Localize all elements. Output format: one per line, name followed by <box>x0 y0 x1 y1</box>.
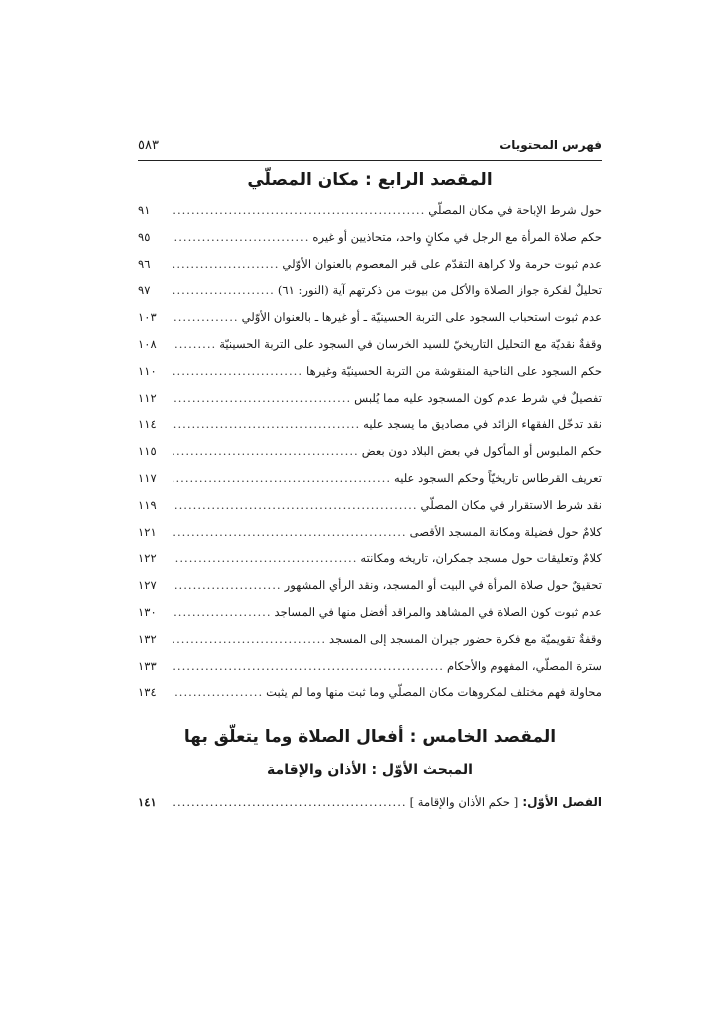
toc-entry-title: تعريف القرطاس تاريخيّاً وحكم السجود عليه <box>394 470 602 485</box>
toc-entry[interactable] <box>138 277 602 304</box>
toc-entry[interactable] <box>138 653 602 680</box>
toc-entry-title: كلامٌ حول فضيلة ومكانة المسجد الأقصى <box>409 524 602 539</box>
toc-entry[interactable] <box>138 224 602 251</box>
toc-entry[interactable] <box>138 626 602 653</box>
toc-entry-page: ١١٥ <box>138 444 157 459</box>
leader-dots <box>173 492 418 519</box>
leader-dots <box>173 251 279 278</box>
toc-entry-title: وقفةٌ تقويميّة مع فكرة حضور جيران المسجد إلى المسجد <box>329 631 602 646</box>
leader-dots <box>173 304 239 331</box>
toc-entry[interactable] <box>138 599 602 626</box>
leader-dots <box>173 197 425 224</box>
toc-entry-title: وقفةٌ نقديّة مع التحليل التاريخيّ للسيد الخرسان في السجود على التربة الحسينيّة <box>219 336 602 351</box>
leader-dots <box>173 572 282 599</box>
toc-entry[interactable] <box>138 197 602 224</box>
leader-dots <box>173 411 360 438</box>
toc-entry-page: ٩٧ <box>138 283 151 298</box>
toc-entry-page: ١١٧ <box>138 470 157 485</box>
toc-list <box>138 197 602 706</box>
leader-dots <box>173 331 216 358</box>
toc-entry-title: حكم السجود على الناحية المنقوشة من التربة الحسينيّة وغيرها <box>306 363 602 378</box>
leader-dots <box>173 465 391 492</box>
toc-entry-title: سترة المصلّي، المفهوم والأحكام <box>446 658 602 673</box>
toc-entry-page: ١٣٤ <box>138 685 157 700</box>
section-heading-5: المقصد الخامس : أفعال الصلاة وما يتعلّق بها <box>183 727 557 748</box>
toc-entry-title: عدم ثبوت استحباب السجود على التربة الحسينيّة ـ أو غيرها ـ بالعنوان الأوّلي <box>241 310 602 325</box>
toc-entry-page: ١٣٠ <box>138 604 157 619</box>
section-heading-4: المقصد الرابع : مكان المصلّي <box>247 170 493 190</box>
leader-dots <box>173 358 303 385</box>
leader-dots <box>173 438 359 465</box>
leader-dots <box>173 679 263 706</box>
toc-entry-title: حكم صلاة المرأة مع الرجل في مكانٍ واحد، متحاذيين أو غيره <box>312 229 602 244</box>
toc-entry[interactable] <box>138 492 602 519</box>
running-header <box>138 138 602 161</box>
toc-entry-title: تفصيلٌ في شرط عدم كون المسجود عليه مما يُلبس <box>354 390 602 405</box>
toc-entry[interactable] <box>138 519 602 546</box>
leader-dots <box>173 277 275 304</box>
toc-entry-title: كلامٌ وتعليقات حول مسجد جمكران، تاريخه ومكانته <box>360 551 602 566</box>
leader-dots <box>173 599 272 626</box>
toc-entry[interactable] <box>138 358 602 385</box>
toc-entry-page: ٩٦ <box>138 256 151 271</box>
chapter-label: الفصل الأوّل: <box>522 795 602 810</box>
toc-entry-page: ١٢٢ <box>138 551 157 566</box>
toc-entry-final[interactable] <box>138 788 602 816</box>
toc-entry-page: ٩١ <box>138 203 151 217</box>
leader-dots <box>173 545 357 572</box>
toc-entry[interactable] <box>138 465 602 492</box>
toc-entry-page: ١٤١ <box>138 795 157 810</box>
toc-entry[interactable] <box>138 331 602 358</box>
toc-entry-title: حكم الملبوس أو المأكول في بعض البلاد دون بعض <box>361 444 602 459</box>
leader-dots <box>173 519 407 546</box>
toc-entry-title: نقد شرط الاستقرار في مكان المصلّي <box>420 497 602 512</box>
toc-entry-page: ١١٢ <box>138 390 157 405</box>
toc-entry-page: ١١٤ <box>138 417 157 432</box>
running-header-title: فهرس المحتويات <box>499 138 602 152</box>
toc-entry-page: ١٠٣ <box>138 310 157 325</box>
toc-entry[interactable] <box>138 385 602 412</box>
toc-entry[interactable] <box>138 304 602 331</box>
toc-entry-page: ١١٠ <box>138 363 157 378</box>
toc-page <box>138 138 602 816</box>
toc-entry-page: ١٢١ <box>138 524 157 539</box>
running-header-page-number: ٥٨٣ <box>138 138 159 153</box>
toc-entry-page: ١٣٣ <box>138 658 157 673</box>
toc-entry[interactable] <box>138 251 602 278</box>
toc-entry-title: [ حكم الأذان والإقامة ] <box>409 795 519 810</box>
toc-entry-title: عدم ثبوت حرمة ولا كراهة التقدّم على قبر المعصوم بالعنوان الأوّلي <box>282 256 602 271</box>
toc-entry-title: عدم ثبوت كون الصلاة في المشاهد والمراقد أفضل منها في المساجد <box>274 604 602 619</box>
toc-entry-title: تحليلٌ لفكرة جواز الصلاة والأكل من بيوت من ذكرتهم آية (النور: ٦١) <box>277 283 602 298</box>
toc-entry-title: تحقيقٌ حول صلاة المرأة في البيت أو المسجد، ونقد الرأي المشهور <box>284 578 602 593</box>
leader-dots <box>173 626 326 653</box>
toc-entry-title: حول شرط الإباحة في مكان المصلّي <box>428 203 602 217</box>
toc-entry-page: ١٣٢ <box>138 631 157 646</box>
toc-entry-title: محاولة فهم مختلف لمكروهات مكان المصلّي وما ثبت منها وما لم يثبت <box>266 685 602 700</box>
leader-dots <box>173 385 351 412</box>
toc-entry-page: ١١٩ <box>138 497 157 512</box>
toc-entry[interactable] <box>138 679 602 706</box>
leader-dots <box>173 653 444 680</box>
toc-entry[interactable] <box>138 438 602 465</box>
toc-entry-page: ٩٥ <box>138 229 151 244</box>
leader-dots <box>173 788 407 816</box>
toc-entry-title: نقد تدخّل الفقهاء الزائد في مصاديق ما يسجد عليه <box>363 417 602 432</box>
toc-entry[interactable] <box>138 545 602 572</box>
toc-entry-page: ١٠٨ <box>138 336 157 351</box>
toc-entry-page: ١٢٧ <box>138 578 157 593</box>
leader-dots <box>173 224 309 251</box>
toc-entry[interactable] <box>138 572 602 599</box>
toc-entry[interactable] <box>138 411 602 438</box>
subsection-heading: المبحث الأوّل : الأذان والإقامة <box>267 762 473 779</box>
